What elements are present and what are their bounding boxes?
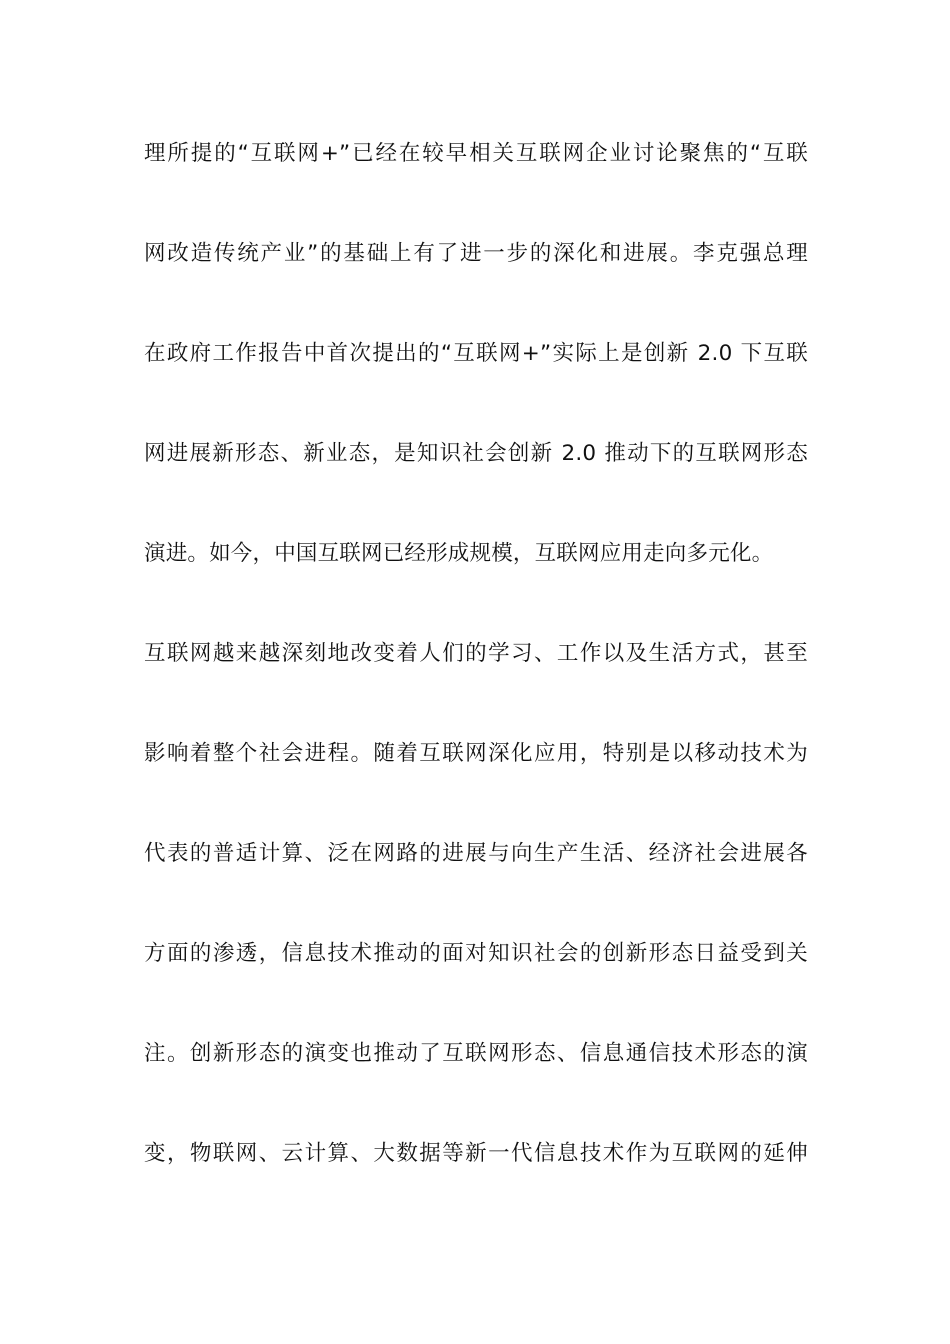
text-line: 注。创新形态的演变也推动了互联网形态、信息通信技术形态的演 [144,1041,808,1066]
text-line: 互联网越来越深刻地改变着人们的学习、工作以及生活方式，甚至 [144,641,808,666]
text-line: 理所提的“互联网+”已经在较早相关互联网企业讨论聚焦的“互联 [144,141,808,166]
text-line: 变，物联网、云计算、大数据等新一代信息技术作为互联网的延伸 [144,1141,808,1166]
text-line: 影响着整个社会进程。随着互联网深化应用，特别是以移动技术为 [144,741,808,766]
text-line: 代表的普适计算、泛在网路的进展与向生产生活、经济社会进展各 [144,841,808,866]
text-line: 网改造传统产业”的基础上有了进一步的深化和进展。李克强总理 [144,241,808,266]
body-text [144,129,808,1229]
text-line: 网进展新形态、新业态，是知识社会创新 2.0 推动下的互联网形态 [144,441,808,466]
text-line: 在政府工作报告中首次提出的“互联网+”实际上是创新 2.0 下互联 [144,341,808,366]
text-line: 演进。如今，中国互联网已经形成规模，互联网应用走向多元化。 [144,541,774,566]
text-line: 方面的渗透，信息技术推动的面对知识社会的创新形态日益受到关 [144,941,808,966]
